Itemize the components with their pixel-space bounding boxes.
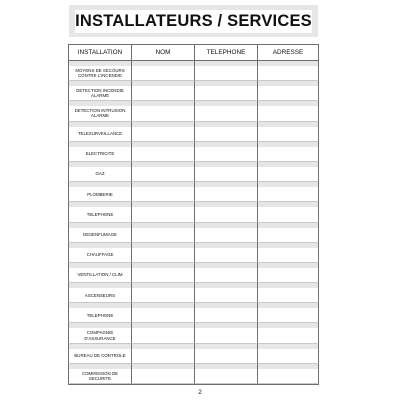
telephone-cell[interactable]	[194, 364, 257, 384]
nom-cell[interactable]	[131, 202, 194, 222]
table-header	[68, 45, 319, 61]
table-row	[68, 364, 319, 384]
table-row	[68, 283, 319, 303]
nom-cell[interactable]	[131, 81, 194, 101]
column-header-telephone: TELEPHONE	[194, 45, 257, 60]
adresse-cell[interactable]	[257, 61, 319, 81]
adresse-cell[interactable]	[257, 303, 319, 323]
table-row	[68, 323, 319, 343]
telephone-cell[interactable]	[194, 81, 257, 101]
installation-label: COMMISSION DE SECURITE	[81, 370, 119, 381]
table-row	[68, 263, 319, 283]
installation-label: TELESURVEILLANCE	[77, 131, 123, 137]
telephone-cell[interactable]	[194, 142, 257, 162]
adresse-cell[interactable]	[257, 142, 319, 162]
installation-cell	[68, 283, 131, 303]
installation-cell	[68, 223, 131, 243]
title-box	[69, 5, 318, 37]
adresse-cell[interactable]	[257, 182, 319, 202]
table-row	[68, 223, 319, 243]
installation-label: DETECTION INCENDIE ALARME	[76, 88, 124, 99]
nom-cell[interactable]	[131, 243, 194, 263]
telephone-cell[interactable]	[194, 202, 257, 222]
adresse-cell[interactable]	[257, 81, 319, 101]
table-row	[68, 303, 319, 323]
installation-cell	[68, 364, 131, 384]
telephone-cell[interactable]	[194, 283, 257, 303]
telephone-cell[interactable]	[194, 122, 257, 142]
nom-cell[interactable]	[131, 263, 194, 283]
installation-cell	[68, 303, 131, 323]
nom-cell[interactable]	[131, 101, 194, 121]
column-header-installation: INSTALLATION	[68, 45, 131, 60]
installation-cell	[68, 263, 131, 283]
table-row	[68, 202, 319, 222]
installation-cell	[68, 344, 131, 364]
telephone-cell[interactable]	[194, 263, 257, 283]
installation-label: VENTILLATION / CLIM	[77, 272, 123, 278]
nom-cell[interactable]	[131, 61, 194, 81]
telephone-cell[interactable]	[194, 182, 257, 202]
installation-label: COMPAGNIE D'ASSURANCE	[84, 330, 116, 341]
installation-cell	[68, 202, 131, 222]
adresse-cell[interactable]	[257, 344, 319, 364]
table-body	[68, 61, 319, 384]
installation-cell	[68, 323, 131, 343]
installation-label: ASCENSEURS	[84, 292, 116, 298]
adresse-cell[interactable]	[257, 283, 319, 303]
adresse-cell[interactable]	[257, 223, 319, 243]
telephone-cell[interactable]	[194, 344, 257, 364]
installation-cell	[68, 182, 131, 202]
installation-label: ELECTRICITE	[85, 151, 115, 157]
column-header-adresse: ADRESSE	[257, 45, 319, 60]
page-number: 2	[198, 389, 202, 396]
table-row	[68, 142, 319, 162]
installation-cell	[68, 243, 131, 263]
telephone-cell[interactable]	[194, 61, 257, 81]
adresse-cell[interactable]	[257, 101, 319, 121]
table-row	[68, 344, 319, 364]
installation-label: MOYENS DE SECOURS CONTRE L'INCENDIE	[75, 67, 125, 79]
installation-cell	[68, 61, 131, 81]
table-row	[68, 101, 319, 121]
table-row	[68, 61, 319, 81]
services-table	[68, 44, 319, 385]
adresse-cell[interactable]	[257, 263, 319, 283]
installation-cell	[68, 122, 131, 142]
nom-cell[interactable]	[131, 364, 194, 384]
nom-cell[interactable]	[131, 223, 194, 243]
adresse-cell[interactable]	[257, 243, 319, 263]
installation-cell	[68, 142, 131, 162]
nom-cell[interactable]	[131, 142, 194, 162]
nom-cell[interactable]	[131, 344, 194, 364]
installation-label: PLOMBERIE	[87, 191, 113, 197]
nom-cell[interactable]	[131, 182, 194, 202]
table-row	[68, 162, 319, 182]
telephone-cell[interactable]	[194, 162, 257, 182]
table-row	[68, 182, 319, 202]
nom-cell[interactable]	[131, 122, 194, 142]
adresse-cell[interactable]	[257, 162, 319, 182]
installation-label: TELEPHONE	[86, 211, 114, 217]
installation-label: DESENFUMAGE	[83, 231, 117, 237]
table-row	[68, 81, 319, 101]
telephone-cell[interactable]	[194, 101, 257, 121]
adresse-cell[interactable]	[257, 364, 319, 384]
page-title: INSTALLATEURS / SERVICES	[75, 10, 312, 33]
adresse-cell[interactable]	[257, 323, 319, 343]
telephone-cell[interactable]	[194, 323, 257, 343]
telephone-cell[interactable]	[194, 303, 257, 323]
adresse-cell[interactable]	[257, 122, 319, 142]
installation-label: CHAUFFAGE	[86, 252, 114, 258]
installation-cell	[68, 101, 131, 121]
nom-cell[interactable]	[131, 323, 194, 343]
table-row	[68, 243, 319, 263]
table-row	[68, 122, 319, 142]
installation-label: BUREAU DE CONTROLE	[74, 353, 126, 359]
nom-cell[interactable]	[131, 283, 194, 303]
column-header-nom: NOM	[131, 45, 194, 60]
installation-label: TELEPHONE	[86, 312, 114, 318]
telephone-cell[interactable]	[194, 223, 257, 243]
installation-label: DETECTION INTRUSION ALARME	[74, 108, 126, 119]
adresse-cell[interactable]	[257, 202, 319, 222]
installation-cell	[68, 162, 131, 182]
nom-cell[interactable]	[131, 303, 194, 323]
installation-label: GAZ	[95, 171, 105, 177]
telephone-cell[interactable]	[194, 243, 257, 263]
installation-cell	[68, 81, 131, 101]
nom-cell[interactable]	[131, 162, 194, 182]
